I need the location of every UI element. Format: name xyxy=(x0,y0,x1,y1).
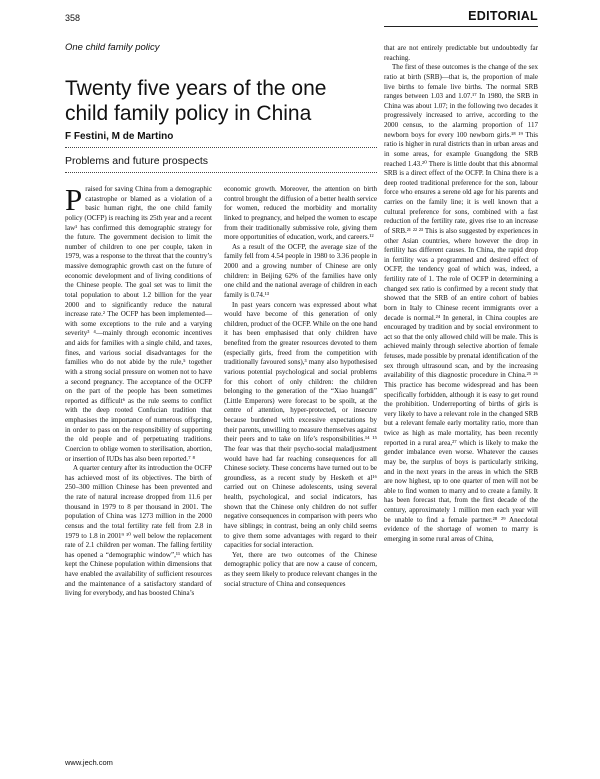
body-paragraph: Yet, there are two outcomes of the Chinese demographic policy that are now a cause of concern, as they seem likely to produce relevant changes in the social structure of China and consequences xyxy=(224,550,377,588)
drop-cap: P xyxy=(65,182,83,217)
article-title: Twenty five years of the one child family policy in China xyxy=(65,77,327,125)
paragraph-text: raised for saving China from a demographic catastrophe or blamed as a violation of a basic human right, the one child family policy (OCFP) is reaching its 25th year and a recent law¹ has confirmed this demographic strategy for the future. The government decision to limit the number of children to one per couple, taken in 1979, was a response to the threat that the country’s massive demographic growth cast on the future of economic development and of living conditions of the Chinese people. The goal set was to limit the total population to about 1.2 billion for the year 2000 and to significantly reduce the natural increase rate.² The OCFP has been implemented—with some exceptions to the rule and a varying severity³ ⁴—mainly through economic incentives and aids for families with a single child, and taxes, fines, and various social disadvantages for the families who do not abide by the rule,⁵ together with a strong social pressure on women not to have a second pregnancy. The acceptance of the OCFP on the part of the people has been sometimes reported as difficult⁶ as the rule seems to conflict with the deep rooted Confucian tradition that emphasises the importance of numerous offspring, in order to pass on the responsibility of supporting the old people and of perpetuating traditions. Coercion to oblige women to sterilisation, abortion, or insertion of IUDs has also been reported.⁷ ⁸ xyxy=(65,185,212,463)
section-label: EDITORIAL xyxy=(468,9,538,23)
header-rule xyxy=(384,26,538,27)
series-label: One child family policy xyxy=(65,42,160,53)
text-column-1 xyxy=(65,182,212,735)
divider-dotted xyxy=(65,147,377,148)
body-paragraph: economic growth. Moreover, the attention on birth control brought the diffusion of a better health service for women, reduced the morbidity and mortality linked to pregnancy, and helped the women to escape from their traditionally submissive role, giving them more opportunities of education, work, and careers.¹² xyxy=(224,185,377,242)
body-paragraph: A quarter century after its introduction the OCFP has achieved most of its objectives. The birth of 250–300 million Chinese has been prevented and the rate of natural increase dropped from 11.6 per thousand in 1979 to 8 per thousand in 2001. The population of China was 1273 million in the 2000 census and the total fertility rate fell from 2.8 in 1979 to 1.8 in 2001⁹ ¹⁰ well below the replacement rate of 2.1 children per woman. The falling fertility has opened a “demographic window”,¹¹ which has kept the Chinese population within dimensions that have enabled the availability of sufficient resources and the maintenance of a satisfactory standard of living for everybody, and has boosted China’s xyxy=(65,464,212,598)
text-column-3 xyxy=(384,44,538,735)
page-number: 358 xyxy=(65,13,81,23)
divider-dotted xyxy=(65,172,377,173)
footer-url[interactable]: www.jech.com xyxy=(65,758,113,767)
body-paragraph: that are not entirely predictable but undoubtedly far reaching. xyxy=(384,44,538,62)
body-paragraph: The first of these outcomes is the change of the sex ratio at birth (SRB)—that is, the proportion of male live births to female live births. The normal SRB ranges between 1.03 and 1.07.¹⁷ In 1980, the SRB in China was about 1.07; in the following two decades it progressively increased to arrive, according to the 2000 census, to the alarming proportion of 117 newborn boys for every 100 newborn girls.¹⁸ ¹⁹ This ratio is higher in rural districts than in urban areas and in some areas, for example Guangdong the SRB reached 1.43.²⁰ There is little doubt that this abnormal SRB is a direct effect of the OCFP. In China there is a deep rooted traditional preference for the son, labour force who ensures a serene old age for his parents and carries on the family line; it is well known that a cultural preference for sons, combined with a fast reduction of the fertility rate, gives rise to an increase of SRB.²¹ ²² ²³ This is also suggested by experiences in other Asian countries, where however the drop in fertility has different causes. In China, the rapid drop in fertility was a programmed and desired effect of OCFP, the tendency goal of which was, indeed, a fertility rate of 1. The role of OCFP in determining a changed sex ratio is confirmed by a recent study that showed that the SRB of an entire cohort of babies born in Italy to Chinese recent immigrants over a decade is normal.²⁴ In general, in China couples are encouraged by tradition and by social environment to act so that the only allowed child will be male. This is achieved mainly through selective abortion of female fetuses, made possible by prenatal identification of the sex through ultrasound scan, and by the increasing availability of this diagnostic procedure in China.²⁵ ²⁶ This practice has become widespread and has been specifically forbidden, although it is easy to get round the prohibition. Underreporting of births of girls is very likely to have a relevant role in the changed SRB but a relevant female early mortality ratio, more than twice as high as male mortality, has been recently reported in a rural area,²⁷ which is likely to make the gender imbalance even worse. Whatever the causes may be, the surplus of boys is particularly striking, and in the next years in the areas in which the SRB are now highest, up to one quarter of men will not be able to find women to marry and to create a family. It has been forecast that, from the first decade of the century, approximately 1 million men each year will be unable to find a female partner.²⁸ ²⁹ Anecdotal evidence of the shortage of women to marry is emerging in some rural areas of China, xyxy=(384,63,538,543)
article-authors: F Festini, M de Martino xyxy=(65,131,174,142)
body-paragraph: As a result of the OCFP, the average size of the family fell from 4.54 people in 1980 to 3.36 people in 2000 and a growing number of Chinese are only children: in Beijing 62% of the families have only one child and the national average of children in each family is 0.74.¹³ xyxy=(224,242,377,299)
article-subtitle: Problems and future prospects xyxy=(65,155,208,167)
text-column-2 xyxy=(224,185,377,735)
body-paragraph xyxy=(65,182,212,464)
body-paragraph: In past years concern was expressed about what would have become of this generation of only children, product of the OCFP. While on the one hand it has been emphasised that only children have benefited from the greater resources devoted to them (especially girls, freed from the competition with traditionally favoured sons),³ many also hypothesised various potential psychological and social problems for this cohort of only children: the children belonging to the generation of the “Xiao huangdi” (Little Emperors) were forecast to be spoilt, at the centre of attention, hyper-protected, or insecure because burdened with excessive expectations by their parents, unwilling to measure themselves against their peers and to take on life’s responsibilities.¹⁴ ¹⁵ The fear was that their psycho-social maladjustment would have had far reaching consequences for all Chinese society. These concerns have turned out to be groundless, as a recent study by Hesketh et al¹⁶ carried out on Chinese adolescents, using several health, psychological, and social indicators, has shown that the Chinese only children do not suffer negative consequences in comparison with peers who have siblings; in contrast, being an only child seems to give them some advantages with regard to their capacities for social interaction. xyxy=(224,300,377,550)
